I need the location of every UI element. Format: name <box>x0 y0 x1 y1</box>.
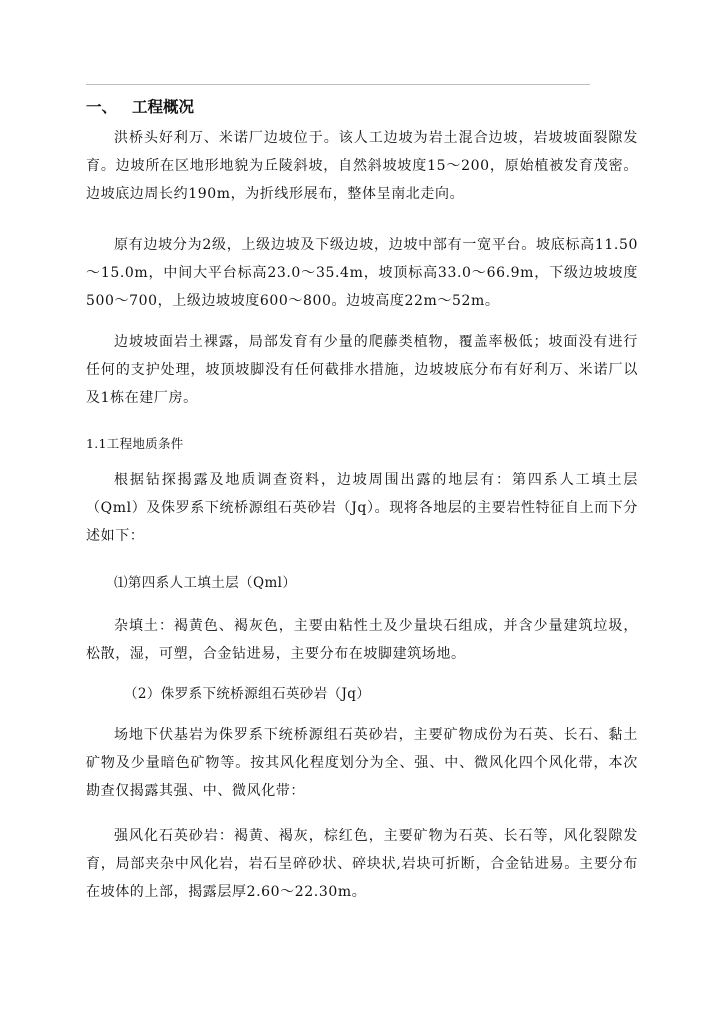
stratum-item-sandstone: （2）侏罗系下统桥源组石英砂岩（Jq） <box>124 686 371 702</box>
stratum-item-fill: ⑴第四系人工填土层（Qml） <box>114 575 297 591</box>
subsection-title: 1.1工程地质条件 <box>86 436 184 451</box>
paragraph-strata-intro: 根据钻探揭露及地质调查资料，边坡周围出露的地层有：第四系人工填土层（Qml）及侏罗系下统桥源组石英砂岩（Jq）。现将各地层的主要岩性特征自上而下分述如下： <box>86 472 638 544</box>
header-rule <box>86 84 590 85</box>
paragraph-bedrock: 场地下伏基岩为侏罗系下统桥源组石英砂岩，主要矿物成份为石英、长石、黏土矿物及少量暗色矿物等。按其风化程度划分为全、强、中、微风化四个风化带，本次勘查仅揭露其强、中、微风化带： <box>86 727 638 799</box>
paragraph-weathered-sandstone: 强风化石英砂岩：褐黄、褐灰，棕红色，主要矿物为石英、长石等，风化裂隙发育，局部夹杂中风化岩，岩石呈碎砂状、碎块状,岩块可折断，合金钻进易。主要分布在坡体的上部，揭露层厚2.60～22.30m。 <box>86 828 638 900</box>
paragraph-slope-surface: 边坡坡面岩土裸露，局部发育有少量的爬藤类植物，覆盖率极低；坡面没有进行任何的支护处理，坡顶坡脚没有任何截排水措施，边坡坡底分布有好利万、米诺厂以及1栋在建厂房。 <box>86 334 638 406</box>
paragraph-fill-soil: 杂填土：褐黄色、褐灰色，主要由粘性土及少量块石组成，并含少量建筑垃圾，松散，湿，可塑，合金钻进易，主要分布在坡脚建筑场地。 <box>86 618 638 662</box>
section-title: 工程概况 <box>132 98 195 116</box>
section-number: 一、 <box>86 98 118 116</box>
section-heading <box>86 96 194 118</box>
paragraph-overview: 洪桥头好利万、米诺厂边坡位于。该人工边坡为岩土混合边坡，岩坡坡面裂隙发育。边坡所在区地形地貌为丘陵斜坡，自然斜坡坡度15～200，原始植被发育茂密。边坡底边周长约190m，为折线形展布，整体呈南北走向。 <box>86 130 638 202</box>
paragraph-slope-levels: 原有边坡分为2级，上级边坡及下级边坡，边坡中部有一宽平台。坡底标高11.50～15.0m，中间大平台标高23.0～35.4m，坡顶标高33.0～66.9m，下级边坡坡度500～700，上级边坡坡度600～800。边坡高度22m～52m。 <box>86 237 638 309</box>
